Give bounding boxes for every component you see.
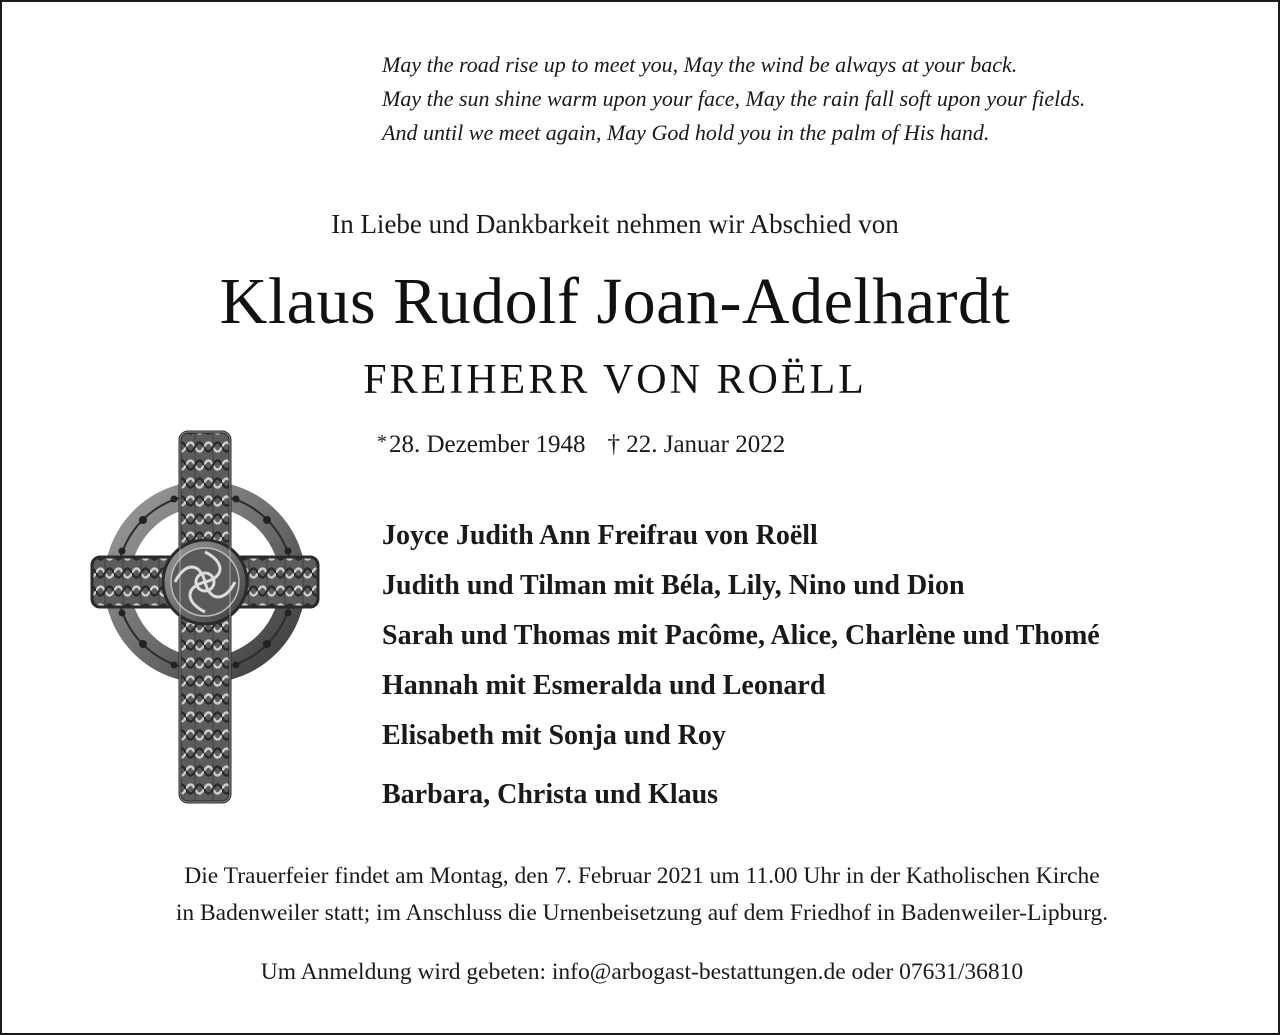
death-symbol: †: [607, 431, 620, 458]
life-dates: [377, 431, 785, 459]
deceased-name: Klaus Rudolf Joan-Adelhardt: [219, 265, 1011, 338]
mourner-line: Elisabeth mit Sonja und Roy: [382, 720, 726, 751]
mourner-line: Hannah mit Esmeralda und Leonard: [382, 670, 826, 701]
mourner-line: Judith und Tilman mit Béla, Lily, Nino und Dion: [382, 570, 965, 601]
death-date: 22. Januar 2022: [626, 431, 786, 458]
poem-line-1: May the road rise up to meet you, May the wind be always at your back.: [382, 52, 1018, 77]
mourners-list: [382, 516, 1100, 825]
birth-symbol: *: [377, 431, 387, 453]
contact-info: Um Anmeldung wird gebeten: info@arbogast-bestattungen.de oder 07631/36810: [260, 959, 1024, 985]
ceremony-line-2: in Badenweiler statt; im Anschluss die Urnenbeisetzung auf dem Friedhof in Badenweiler-Lipburg.: [175, 900, 1109, 926]
ceremony-info: [2, 858, 1280, 932]
birth-date: 28. Dezember 1948: [389, 431, 586, 458]
mourner-line: Joyce Judith Ann Freifrau von Roëll: [382, 520, 818, 551]
intro-text: In Liebe und Dankbarkeit nehmen wir Abschied von: [331, 209, 899, 239]
poem-line-3: And until we meet again, May God hold you in the palm of His hand.: [382, 120, 990, 145]
mourner-line: Sarah und Thomas mit Pacôme, Alice, Charlène und Thomé: [382, 620, 1100, 651]
blessing-poem: [382, 48, 1085, 150]
celtic-cross-icon: [60, 402, 350, 832]
mourner-line: Barbara, Christa und Klaus: [382, 779, 719, 810]
ceremony-line-1: Die Trauerfeier findet am Montag, den 7. Februar 2021 um 11.00 Uhr in der Katholischen Kirche: [184, 863, 1100, 889]
poem-line-2: May the sun shine warm upon your face, May the rain fall soft upon your fields.: [382, 86, 1086, 111]
deceased-title: FREIHERR VON ROËLL: [363, 357, 867, 403]
